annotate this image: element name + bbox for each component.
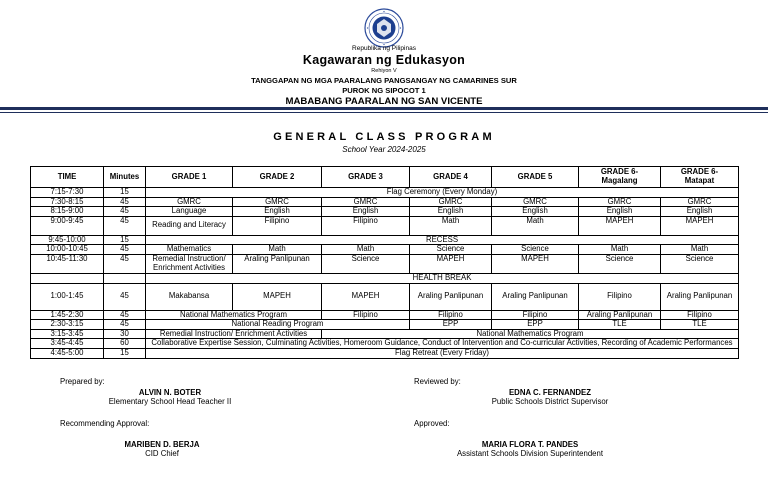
- subject-cell: Math: [579, 245, 661, 255]
- minutes-cell: 30: [104, 329, 146, 339]
- subject-cell: Reading and Literacy: [146, 216, 233, 235]
- subject-cell: Makabansa: [146, 283, 233, 310]
- span-cell: Remedial Instruction/ Enrichment Activities: [146, 329, 322, 339]
- subject-cell: Filipino: [233, 216, 322, 235]
- span-cell: Flag Ceremony (Every Monday): [146, 188, 739, 198]
- subject-cell: Filipino: [661, 310, 739, 320]
- table-row: [31, 207, 739, 217]
- subject-cell: EPP: [492, 320, 579, 330]
- subject-cell: English: [492, 207, 579, 217]
- minutes-cell: 15: [104, 348, 146, 358]
- table-row: [31, 216, 739, 235]
- subject-cell: Math: [322, 245, 410, 255]
- table-row: [31, 188, 739, 198]
- recommending-name: MARIBEN D. BERJA: [124, 440, 200, 449]
- time-cell: 4:45-5:00: [31, 348, 104, 358]
- table-row: [31, 348, 739, 358]
- minutes-cell: 45: [104, 197, 146, 207]
- table-row: [31, 245, 739, 255]
- reviewed-by-label: Reviewed by:: [414, 377, 461, 386]
- header-rule-thick: [0, 107, 768, 110]
- span-cell: National Mathematics Program: [146, 310, 322, 320]
- subject-cell: English: [233, 207, 322, 217]
- subject-cell: Filipino: [322, 310, 410, 320]
- span-cell: HEALTH BREAK: [146, 273, 739, 283]
- subject-cell: TLE: [579, 320, 661, 330]
- table-row: [31, 235, 739, 245]
- table-row: [31, 310, 739, 320]
- approved-name: MARIA FLORA T. PANDES: [481, 440, 579, 449]
- column-header: GRADE 6- Magalang: [579, 167, 661, 188]
- district-label: PUROK NG SIPOCOT 1: [342, 86, 426, 95]
- time-cell: [31, 273, 104, 283]
- span-cell: National Reading Program: [146, 320, 410, 330]
- approved-block: [400, 440, 660, 458]
- minutes-cell: 45: [104, 320, 146, 330]
- subject-cell: MAPEH: [322, 283, 410, 310]
- time-cell: 9:45-10:00: [31, 235, 104, 245]
- time-cell: 3:45-4:45: [31, 339, 104, 349]
- subject-cell: Araling Panlipunan: [233, 254, 322, 273]
- subject-cell: MAPEH: [661, 216, 739, 235]
- column-header: GRADE 5: [492, 167, 579, 188]
- column-header: TIME: [31, 167, 104, 188]
- subject-cell: Science: [492, 245, 579, 255]
- subject-cell: Mathematics: [146, 245, 233, 255]
- minutes-cell: 45: [104, 207, 146, 217]
- subject-cell: Math: [233, 245, 322, 255]
- minutes-cell: 45: [104, 216, 146, 235]
- column-header: GRADE 2: [233, 167, 322, 188]
- subject-cell: MAPEH: [233, 283, 322, 310]
- prepared-by-position: Elementary School Head Teacher II: [108, 397, 232, 406]
- table-header-row: [31, 167, 739, 188]
- reviewed-by-name: EDNA C. FERNANDEZ: [508, 388, 591, 397]
- recommending-block: [32, 440, 292, 458]
- column-header: GRADE 4: [410, 167, 492, 188]
- subject-cell: Science: [661, 254, 739, 273]
- minutes-cell: 45: [104, 310, 146, 320]
- minutes-cell: 45: [104, 283, 146, 310]
- subject-cell: GMRC: [146, 197, 233, 207]
- time-cell: 10:45-11:30: [31, 254, 104, 273]
- table-row: [31, 254, 739, 273]
- table-row: [31, 197, 739, 207]
- subject-cell: MAPEH: [579, 216, 661, 235]
- deped-seal-icon: [364, 8, 404, 48]
- subject-cell: Filipino: [322, 216, 410, 235]
- time-cell: 2:30-3:15: [31, 320, 104, 330]
- subject-cell: Math: [661, 245, 739, 255]
- recommending-label: Recommending Approval:: [60, 419, 150, 428]
- region-label: Rehiyon V: [371, 68, 397, 74]
- subject-cell: EPP: [410, 320, 492, 330]
- time-cell: 3:15-3:45: [31, 329, 104, 339]
- subject-cell: Language: [146, 207, 233, 217]
- subject-cell: GMRC: [661, 197, 739, 207]
- subject-cell: Remedial Instruction/ Enrichment Activities: [146, 254, 233, 273]
- time-cell: 9:00-9:45: [31, 216, 104, 235]
- subject-cell: Araling Panlipunan: [410, 283, 492, 310]
- time-cell: 1:45-2:30: [31, 310, 104, 320]
- class-program-table: [30, 166, 739, 359]
- minutes-cell: 60: [104, 339, 146, 349]
- subject-cell: GMRC: [410, 197, 492, 207]
- minutes-cell: 45: [104, 245, 146, 255]
- time-cell: 8:15-9:00: [31, 207, 104, 217]
- reviewed-by-position: Public Schools District Supervisor: [491, 397, 609, 406]
- time-cell: 7:15-7:30: [31, 188, 104, 198]
- department-name: Kagawaran ng Edukasyon: [302, 53, 466, 67]
- span-cell: Collaborative Expertise Session, Culminating Activities, Homeroom Guidance, Conduct of Intervention and Co-curricular Activities, Recording of Academic Performances: [146, 339, 739, 349]
- subject-cell: Filipino: [579, 283, 661, 310]
- minutes-cell: 45: [104, 254, 146, 273]
- minutes-cell: [104, 273, 146, 283]
- subject-cell: MAPEH: [410, 254, 492, 273]
- table-row: [31, 329, 739, 339]
- table-row: [31, 283, 739, 310]
- subject-cell: English: [661, 207, 739, 217]
- prepared-by-label: Prepared by:: [60, 377, 105, 386]
- subject-cell: Filipino: [492, 310, 579, 320]
- header-rule-thin: [0, 112, 768, 113]
- subject-cell: Science: [322, 254, 410, 273]
- minutes-cell: 15: [104, 188, 146, 198]
- table-row: [31, 273, 739, 283]
- column-header: GRADE 6- Matapat: [661, 167, 739, 188]
- subject-cell: GMRC: [322, 197, 410, 207]
- span-cell: RECESS: [146, 235, 739, 245]
- recommending-position: CID Chief: [145, 449, 179, 458]
- subject-cell: Math: [410, 216, 492, 235]
- subject-cell: TLE: [661, 320, 739, 330]
- subject-cell: GMRC: [579, 197, 661, 207]
- column-header: GRADE 3: [322, 167, 410, 188]
- subject-cell: GMRC: [233, 197, 322, 207]
- reviewed-by-block: [420, 388, 680, 406]
- subject-cell: English: [410, 207, 492, 217]
- approved-position: Assistant Schools Division Superintendent: [456, 449, 604, 458]
- subject-cell: Science: [579, 254, 661, 273]
- span-cell: Flag Retreat (Every Friday): [146, 348, 739, 358]
- prepared-by-block: [40, 388, 300, 406]
- subject-cell: English: [322, 207, 410, 217]
- subject-cell: Science: [410, 245, 492, 255]
- school-year: School Year 2024-2025: [342, 145, 426, 154]
- table-row: [31, 320, 739, 330]
- subject-cell: GMRC: [492, 197, 579, 207]
- column-header: GRADE 1: [146, 167, 233, 188]
- page-title: GENERAL CLASS PROGRAM: [273, 131, 495, 143]
- span-cell: National Mathematics Program: [322, 329, 739, 339]
- time-cell: 10:00-10:45: [31, 245, 104, 255]
- prepared-by-name: ALVIN N. BOTER: [138, 388, 202, 397]
- subject-cell: Math: [492, 216, 579, 235]
- division-office: TANGGAPAN NG MGA PAARALANG PANGSANGAY NG CAMARINES SUR: [251, 76, 517, 85]
- subject-cell: English: [579, 207, 661, 217]
- approved-label: Approved:: [414, 419, 450, 428]
- table-row: [31, 339, 739, 349]
- subject-cell: MAPEH: [492, 254, 579, 273]
- subject-cell: Araling Panlipunan: [492, 283, 579, 310]
- column-header: Minutes: [104, 167, 146, 188]
- time-cell: 7:30-8:15: [31, 197, 104, 207]
- republic-label: Republika ng Pilipinas: [352, 45, 416, 52]
- subject-cell: Filipino: [410, 310, 492, 320]
- school-name: MABABANG PAARALAN NG SAN VICENTE: [285, 96, 483, 107]
- subject-cell: Araling Panlipunan: [661, 283, 739, 310]
- minutes-cell: 15: [104, 235, 146, 245]
- time-cell: 1:00-1:45: [31, 283, 104, 310]
- subject-cell: Araling Panlipunan: [579, 310, 661, 320]
